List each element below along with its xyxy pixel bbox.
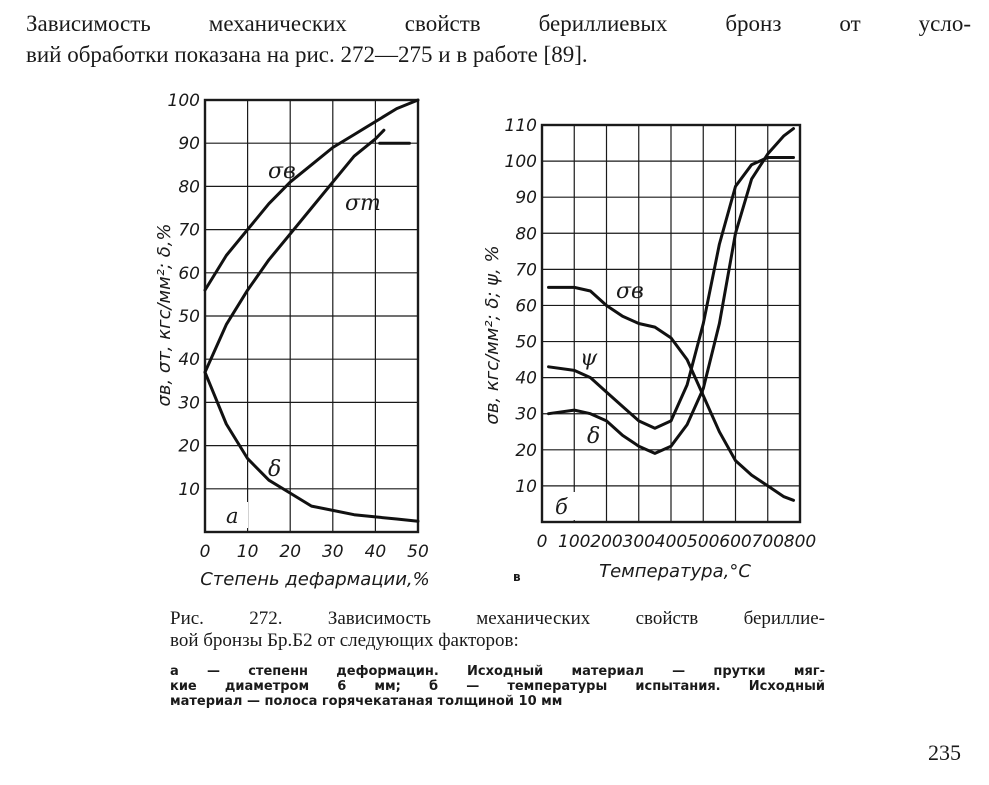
chart-a-series-label: σт <box>345 191 381 216</box>
page-number: 235 <box>928 740 961 765</box>
chart-a-y-tick-label: 30 <box>178 393 200 414</box>
chart-a-x-tick-label: 40 <box>364 542 387 562</box>
chart-a-y-tick-label: 10 <box>178 479 200 500</box>
chart-a-series-label: δ <box>268 457 282 482</box>
chart-b-y-tick-label: 70 <box>515 260 537 281</box>
chart-b-x-tick-label: 500 <box>687 532 720 552</box>
chart-a-y-tick-label: 70 <box>178 220 200 241</box>
chart-b-y-tick-label: 40 <box>515 368 537 389</box>
chart-a-panel-letter: а <box>226 504 239 528</box>
chart-b-y-tick-label: 10 <box>515 476 537 497</box>
chart-a-y-tick-label: 80 <box>178 177 200 198</box>
figure-legend <box>170 664 825 709</box>
legend-line-1: а — степенн деформацин. Исходный материал — прутки мяг- <box>170 664 825 679</box>
chart-a-y-tick-label: 100 <box>167 91 200 111</box>
chart-b-y-tick-label: 90 <box>515 188 537 209</box>
chart-b-x-tick-label: 700 <box>751 532 784 552</box>
chart-b-x-tick-label: 300 <box>622 532 655 552</box>
chart-a-y-tick-label: 50 <box>178 307 200 327</box>
chart-b-y-axis-label: σв, кгс/мм²; δ; ψ, % <box>482 245 503 425</box>
chart-a-y-tick-label: 60 <box>178 263 200 284</box>
chart-b-y-tick-label: 30 <box>515 404 537 425</box>
chart-a-x-tick-label: 0 <box>199 542 211 562</box>
chart-b-series-label: δ <box>587 424 601 449</box>
chart-a-y-tick-label: 20 <box>178 436 200 457</box>
chart-b-series-label: ψ <box>580 346 598 371</box>
chart-b-x-tick-label: 600 <box>719 532 752 552</box>
stray-mark: в <box>513 570 521 584</box>
caption-line-2: вой бронзы Бр.Б2 от следующих факторов: <box>170 630 519 651</box>
chart-b-y-tick-label: 60 <box>515 296 537 317</box>
chart-b-panel-letter: б <box>555 495 568 519</box>
chart-a-y-axis-label: σв, σт, кгс/мм²; δ,% <box>154 223 175 407</box>
chart-a-x-tick-label: 30 <box>321 542 344 562</box>
chart-a-series-line <box>205 372 418 521</box>
intro-line-2: вий обработки показана на рис. 272—275 и в работе [89]. <box>26 42 588 67</box>
chart-b-x-tick-label: 400 <box>654 532 688 552</box>
chart-b-y-tick-label: 80 <box>515 224 537 245</box>
chart-b-y-tick-label: 110 <box>504 116 537 136</box>
chart-a-y-tick-label: 90 <box>178 134 200 155</box>
caption-line-1: Рис. 272. Зависимость механических свойств бериллие- <box>170 608 825 629</box>
legend-line-2: кие диаметром 6 мм; б — температуры испытания. Исходный <box>170 679 825 694</box>
chart-b-x-tick-label: 800 <box>783 532 817 552</box>
chart-b-x-tick-label: 200 <box>590 532 623 552</box>
intro-paragraph <box>26 8 971 70</box>
chart-b-y-tick-label: 50 <box>515 332 537 353</box>
chart-a-x-tick-label: 50 <box>407 542 429 562</box>
chart-a-x-axis-label: Степень дефармации,% <box>200 569 430 590</box>
figure-caption <box>170 608 825 652</box>
legend-line-3: материал — полоса горячекатаная толщиной 10 мм <box>170 694 563 709</box>
chart-b-x-axis-label: Температура,°С <box>599 561 751 582</box>
chart-b-y-tick-label: 100 <box>504 152 537 173</box>
chart-b-x-tick-label: 100 <box>558 532 591 552</box>
chart-a-deformation <box>140 90 470 595</box>
chart-a-x-tick-label: 20 <box>279 542 302 562</box>
intro-line-1: Зависимость механических свойств бериллиевых бронз от усло- <box>26 11 971 36</box>
chart-b-y-tick-label: 20 <box>515 440 537 461</box>
chart-a-series-line <box>205 100 418 290</box>
chart-a-x-tick-label: 10 <box>236 542 259 562</box>
chart-b-temperature <box>470 115 860 585</box>
chart-a-y-tick-label: 40 <box>178 350 200 371</box>
chart-b-x-tick-label: 0 <box>536 532 548 552</box>
chart-b-series-label: σв <box>616 279 644 304</box>
chart-a-series-label: σв <box>268 159 296 184</box>
